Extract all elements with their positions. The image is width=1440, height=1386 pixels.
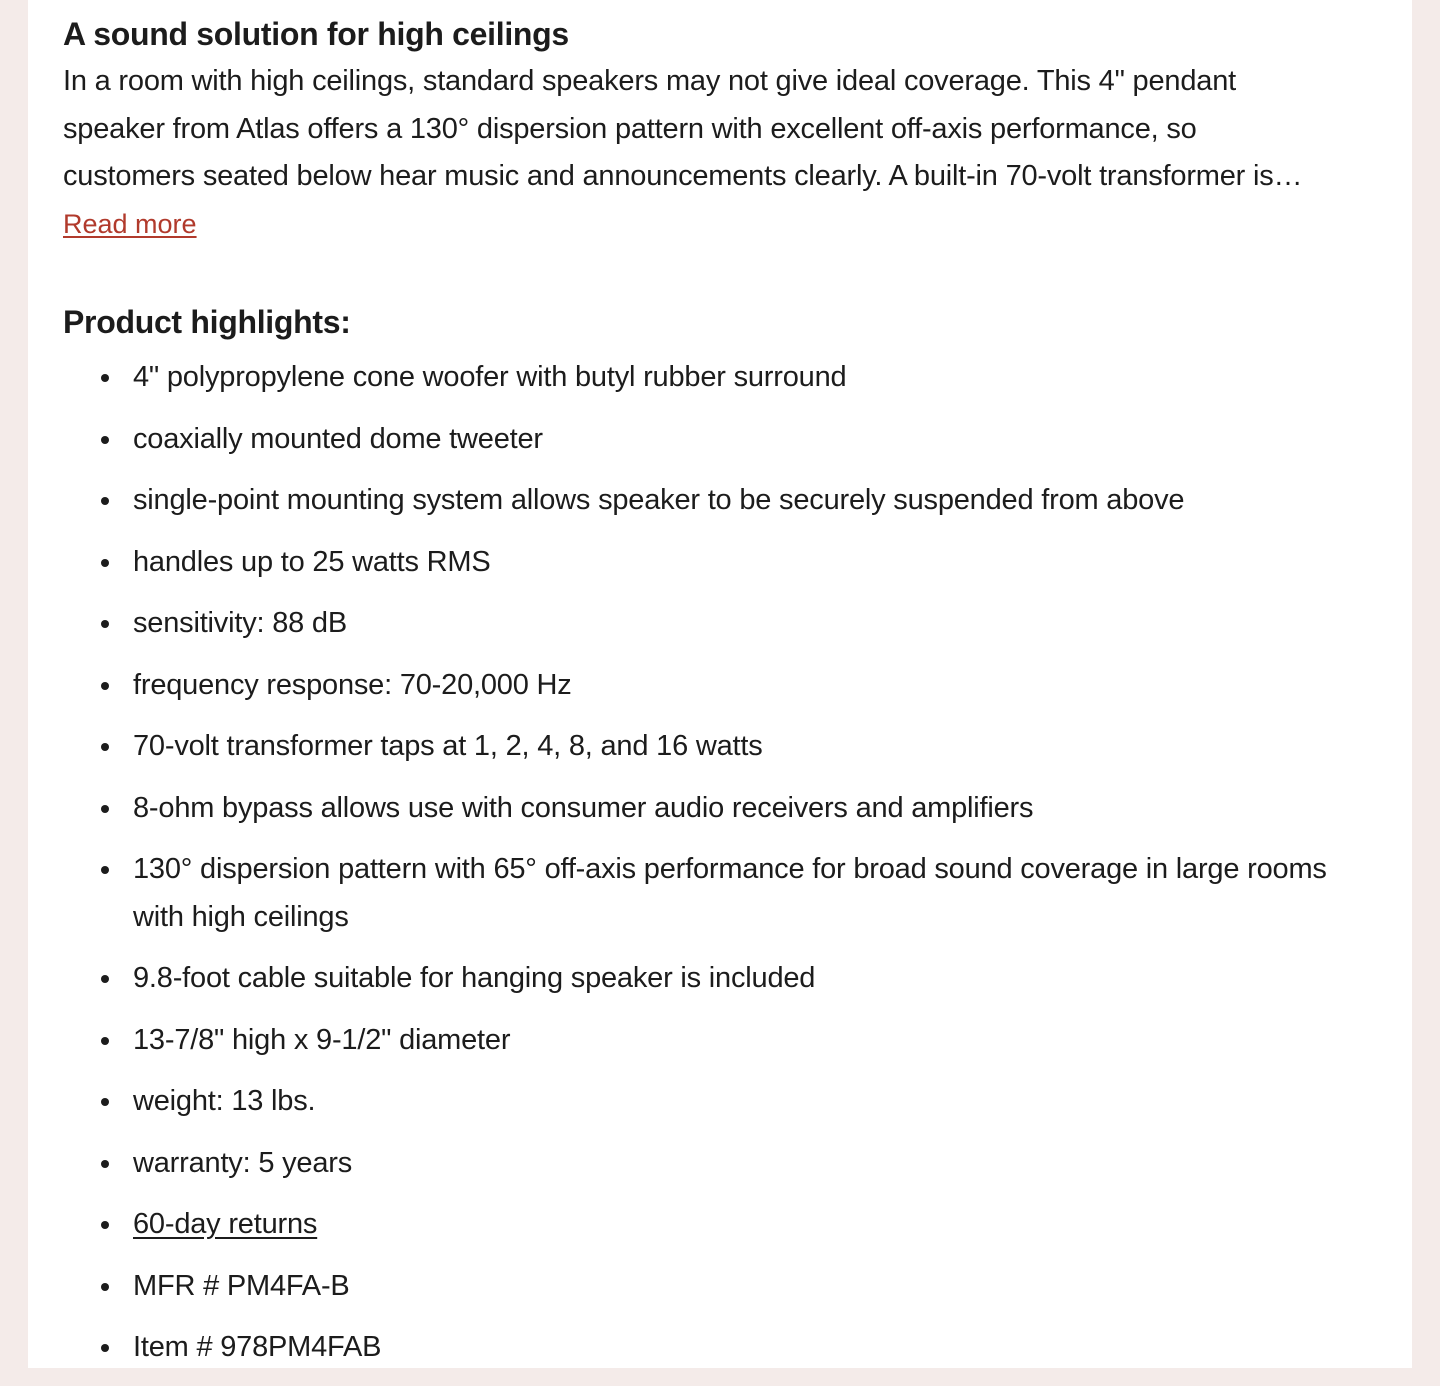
bullet-icon: [101, 805, 109, 813]
highlight-text: weight: 13 lbs.: [133, 1085, 316, 1117]
returns-policy-link[interactable]: 60-day returns: [133, 1208, 318, 1240]
highlight-text: warranty: 5 years: [133, 1146, 353, 1179]
highlight-item: [63, 477, 1383, 525]
description-heading: A sound solution for high ceilings: [63, 16, 569, 52]
highlight-item: [63, 1017, 1383, 1065]
bullet-icon: [101, 1221, 109, 1229]
bullet-icon: [101, 620, 109, 628]
highlight-item: [63, 723, 1383, 771]
highlight-item: [63, 846, 1383, 941]
highlight-item: [63, 1324, 1383, 1372]
highlights-title: Product highlights:: [63, 304, 351, 340]
highlight-item: [63, 600, 1383, 648]
highlight-text: sensitivity: 88 dB: [133, 607, 347, 639]
bullet-icon: [101, 1283, 109, 1291]
bullet-icon: [101, 374, 109, 382]
description-line: speaker from Atlas offers a 130° dispersion pattern with excellent off-axis performance, so: [63, 112, 1197, 145]
highlight-text: MFR # PM4FA-B: [133, 1269, 350, 1302]
highlight-item: [63, 416, 1383, 464]
highlight-item: [63, 1263, 1383, 1311]
highlight-item: [63, 354, 1383, 402]
bullet-icon: [101, 1344, 109, 1352]
highlight-text: handles up to 25 watts RMS: [133, 545, 491, 578]
description-line: customers seated below hear music and announcements clearly. A built-in 70-volt transformer is…: [63, 160, 1303, 192]
highlight-text: 130° dispersion pattern with 65° off-axis performance for broad sound coverage in large rooms with high ceilings: [133, 853, 1327, 933]
highlight-text: frequency response: 70-20,000 Hz: [133, 668, 572, 701]
highlight-item: [63, 1201, 1383, 1249]
bullet-icon: [101, 559, 109, 567]
read-more-link[interactable]: Read more: [63, 209, 197, 239]
bullet-icon: [101, 975, 109, 983]
highlight-text: 13-7/8" high x 9-1/2" diameter: [133, 1023, 511, 1056]
bullet-icon: [101, 866, 109, 874]
product-details-card: [28, 0, 1412, 1368]
highlight-text: 8-ohm bypass allows use with consumer audio receivers and amplifiers: [133, 791, 1034, 824]
description-line: In a room with high ceilings, standard speakers may not give ideal coverage. This 4" pendant: [63, 65, 1236, 97]
highlight-text: 70-volt transformer taps at 1, 2, 4, 8, and 16 watts: [133, 730, 763, 762]
bullet-icon: [101, 497, 109, 505]
bullet-icon: [101, 1037, 109, 1045]
highlight-text: single-point mounting system allows speaker to be securely suspended from above: [133, 484, 1185, 516]
bullet-icon: [101, 1098, 109, 1106]
highlight-item: [63, 539, 1383, 587]
highlight-text: 9.8-foot cable suitable for hanging speaker is included: [133, 962, 816, 994]
bullet-icon: [101, 743, 109, 751]
highlight-text: 4" polypropylene cone woofer with butyl rubber surround: [133, 361, 847, 393]
highlight-item: [63, 662, 1383, 710]
highlight-item: [63, 1078, 1383, 1126]
highlight-item: [63, 785, 1383, 833]
description-text: [63, 58, 1383, 201]
highlights-list: [63, 354, 1383, 1386]
bullet-icon: [101, 682, 109, 690]
highlight-text: Item # 978PM4FAB: [133, 1331, 382, 1363]
highlight-item: [63, 955, 1383, 1003]
highlight-text: coaxially mounted dome tweeter: [133, 422, 543, 455]
bullet-icon: [101, 436, 109, 444]
highlight-item: [63, 1140, 1383, 1188]
bullet-icon: [101, 1160, 109, 1168]
